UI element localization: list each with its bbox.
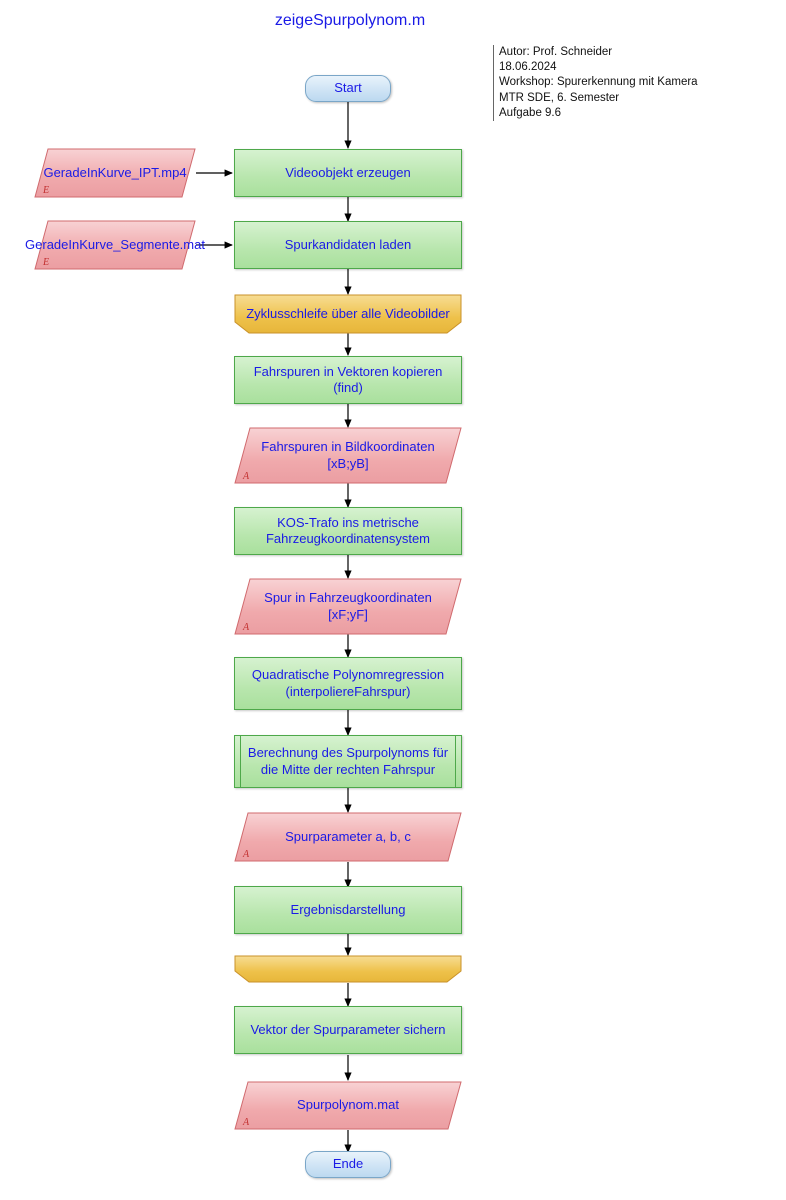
node-output-image-coords-tag: A: [243, 471, 250, 482]
node-input-video-label: GeradeInKurve_IPT.mp4: [43, 164, 187, 180]
node-output-image-coords[interactable]: [234, 427, 462, 484]
node-polynomial-regression-label: Quadratische Polynomregression (interpoliereFahrspur): [251, 667, 445, 699]
node-compute-center-polynomial-label: Berechnung des Spurpolynoms für die Mitte der rechten Fahrspur: [247, 745, 449, 777]
node-output-lane-parameters[interactable]: [234, 812, 462, 862]
node-show-results-label: Ergebnisdarstellung: [290, 901, 406, 917]
node-loop-end-label: [234, 955, 462, 983]
node-end[interactable]: [305, 1151, 391, 1178]
node-output-image-coords-label: Fahrspuren in Bildkoordinaten [xB;yB]: [261, 439, 435, 471]
page-title: zeigeSpurpolynom.m: [274, 12, 426, 29]
note-line-date: 18.06.2024: [499, 61, 557, 74]
node-end-label: Ende: [332, 1156, 364, 1172]
node-input-video[interactable]: [34, 148, 196, 198]
author-note: [493, 45, 739, 121]
node-input-segments-tag: E: [43, 257, 50, 268]
node-load-lane-candidates-label: Spurkandidaten laden: [284, 236, 412, 252]
node-loop-start[interactable]: [234, 294, 462, 334]
node-kos-transform-label: KOS-Trafo ins metrische Fahrzeugkoordinatensystem: [265, 514, 431, 546]
node-save-parameter-vector[interactable]: [234, 1006, 462, 1054]
node-compute-center-polynomial[interactable]: [234, 735, 462, 788]
note-line-workshop: Workshop: Spurerkennung mit Kamera: [499, 76, 698, 89]
node-create-video-object-label: Videoobjekt erzeugen: [285, 164, 411, 180]
node-input-segments[interactable]: [25, 220, 205, 270]
node-create-video-object[interactable]: [234, 149, 462, 197]
node-show-results[interactable]: [234, 886, 462, 934]
node-save-parameter-vector-label: Vektor der Spurparameter sichern: [250, 1021, 446, 1037]
node-loop-start-label: Zyklusschleife über alle Videobilder: [246, 305, 450, 321]
node-input-segments-label: GeradeInKurve_Segmente.mat: [25, 236, 205, 252]
node-kos-transform[interactable]: [234, 507, 462, 555]
node-polynomial-regression[interactable]: [234, 657, 462, 710]
node-output-file[interactable]: [234, 1081, 462, 1130]
node-output-vehicle-coords-label: Spur in Fahrzeugkoordinaten [xF;yF]: [264, 590, 432, 622]
node-output-file-label: Spurpolynom.mat: [297, 1097, 399, 1113]
node-start-label: Start: [334, 80, 362, 96]
note-line-course: MTR SDE, 6. Semester: [499, 91, 620, 104]
node-start[interactable]: [305, 75, 391, 102]
node-output-lane-parameters-label: Spurparameter a, b, c: [285, 828, 411, 844]
node-output-lane-parameters-tag: A: [243, 849, 250, 860]
node-output-file-tag: A: [243, 1117, 250, 1128]
node-input-video-tag: E: [43, 185, 50, 196]
node-copy-lanes-to-vectors[interactable]: [234, 356, 462, 404]
note-line-task: Aufgabe 9.6: [499, 106, 562, 119]
node-output-vehicle-coords-tag: A: [243, 622, 250, 633]
node-loop-end[interactable]: [234, 955, 462, 983]
node-load-lane-candidates[interactable]: [234, 221, 462, 269]
node-output-vehicle-coords[interactable]: [234, 578, 462, 635]
node-copy-lanes-to-vectors-label: Fahrspuren in Vektoren kopieren (find): [253, 363, 443, 395]
note-line-author: Autor: Prof. Schneider: [499, 46, 613, 58]
